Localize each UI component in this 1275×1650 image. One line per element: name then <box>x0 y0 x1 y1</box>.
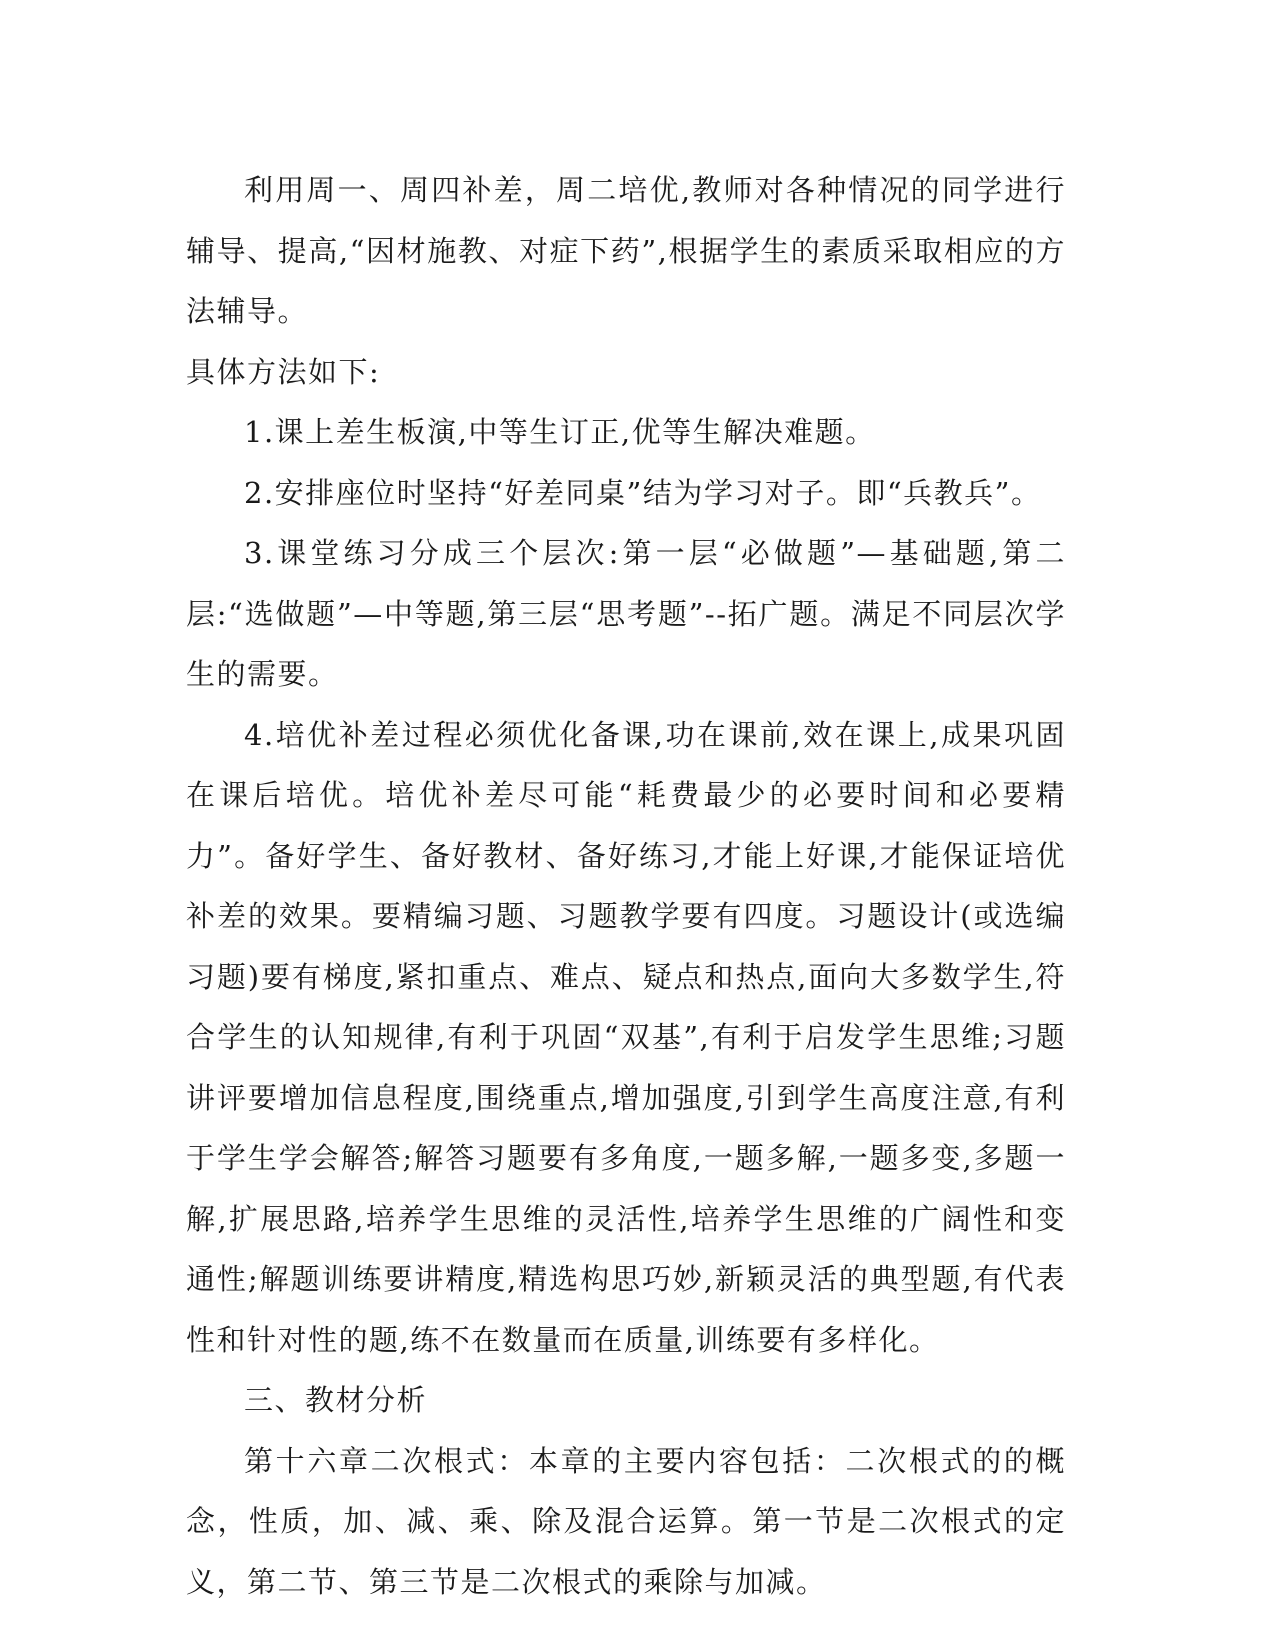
document-body <box>186 160 1066 1612</box>
list-item-3: 3.课堂练习分成三个层次:第一层“必做题”—基础题,第二层:“选做题”—中等题,第三层“思考题”--拓广题。满足不同层次学生的需要。 <box>186 536 1066 691</box>
list-item-4: 4.培优补差过程必须优化备课,功在课前,效在课上,成果巩固在课后培优。培优补差尽可能“耗费最少的必要时间和必要精力”。备好学生、备好教材、备好练习,才能上好课,才能保证培优补差的效果。要精编习题、习题教学要有四度。习题设计(或选编习题)要有梯度,紧扣重点、难点、疑点和热点,面向大多数学生,符合学生的认知规律,有利于巩固“双基”,有利于启发学生思维;习题讲评要增加信息程度,围绕重点,增加强度,引到学生高度注意,有利于学生学会解答;解答习题要有多角度,一题多解,一题多变,多题一解,扩展思路,培养学生思维的灵活性,培养学生思维的广阔性和变通性;解题训练要讲精度,精选构思巧妙,新颖灵活的典型题,有代表性和针对性的题,练不在数量而在质量,训练要有多样化。 <box>186 717 1066 1357</box>
paragraph-intro: 利用周一、周四补差，周二培优,教师对各种情况的同学进行辅导、提高,“因材施教、对症下药”,根据学生的素质采取相应的方法辅导。 <box>186 173 1066 328</box>
list-item-1: 1.课上差生板演,中等生订正,优等生解决难题。 <box>244 415 876 449</box>
paragraph-chapter-16: 第十六章二次根式：本章的主要内容包括：二次根式的的概念，性质，加、减、乘、除及混合运算。第一节是二次根式的定义，第二节、第三节是二次根式的乘除与加减。 <box>186 1443 1066 1599</box>
section-heading-textbook-analysis: 三、教材分析 <box>244 1383 428 1417</box>
paragraph-methods-heading: 具体方法如下: <box>186 354 381 389</box>
list-item-2: 2.安排座位时坚持“好差同桌”结为学习对子。即“兵教兵”。 <box>244 475 1042 510</box>
